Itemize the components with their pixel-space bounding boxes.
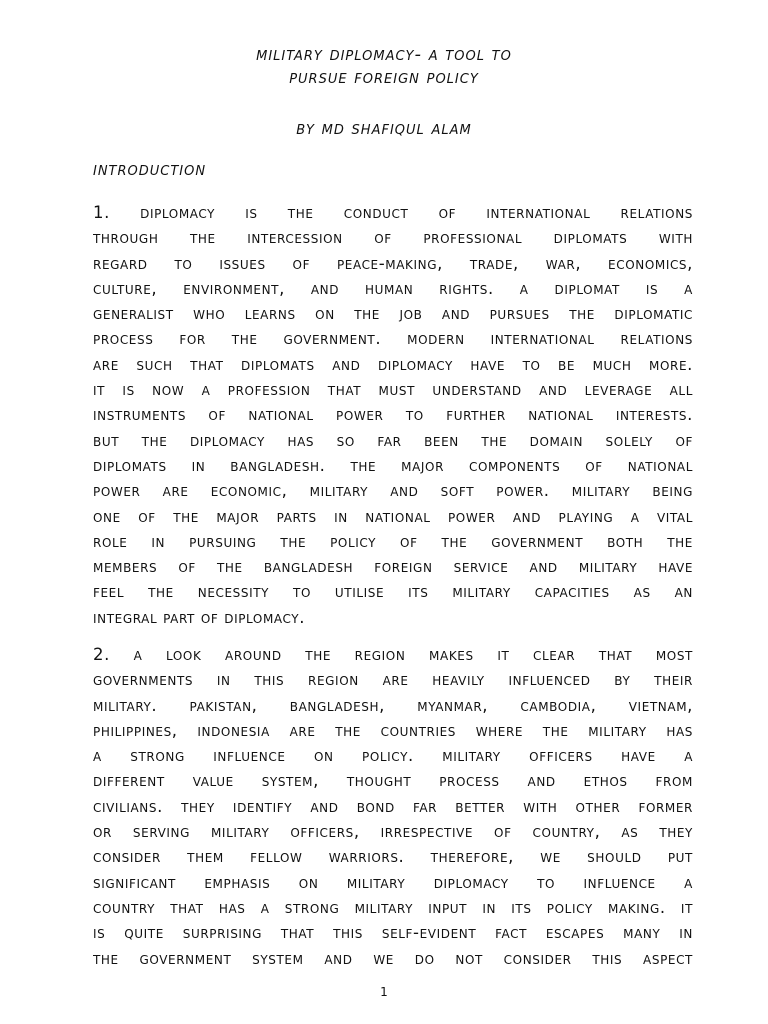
paragraph-line: 1. diplomacy is the conduct of international relations: [93, 203, 693, 222]
paragraph-line: military. pakistan, bangladesh, myanmar, cambodia, vietnam,: [93, 695, 693, 715]
paragraph-line: through the intercession of professional diplomats with: [93, 228, 693, 248]
paragraph-line: a strong influence on policy. military officers have a: [93, 746, 693, 766]
paragraph-1: [93, 200, 693, 630]
paragraph-line: it is now a profession that must understand and leverage all: [93, 380, 693, 400]
paragraph-line: are such that diplomats and diplomacy have to be much more.: [93, 354, 693, 374]
paragraph-line: civilians. they identify and bond far better with other former: [93, 796, 693, 816]
paragraph-line: process for the government. modern international relations: [93, 329, 693, 349]
paragraph-line: different value system, thought process and ethos from: [93, 771, 693, 791]
paragraph-line: consider them fellow warriors. therefore, we should put: [93, 847, 693, 867]
paragraph-line: feel the necessity to utilise its military capacities as an: [93, 582, 693, 602]
paragraph-line: the government system and we do not consider this aspect: [93, 948, 693, 968]
paragraph-line: generalist who learns on the job and pursues the diplomatic: [93, 304, 693, 324]
paragraph-line: but the diplomacy has so far been the domain solely of: [93, 430, 693, 450]
paragraph-line: one of the major parts in national power and playing a vital: [93, 506, 693, 526]
document-title-line-1: military diplomacy- a tool to: [256, 44, 512, 65]
author-byline: by md shafiqul alam: [296, 118, 472, 139]
paragraph-line: significant emphasis on military diplomacy to influence a: [93, 872, 693, 892]
paragraph-line: power are economic, military and soft power. military being: [93, 481, 693, 501]
paragraph-line: is quite surprising that this self-evident fact escapes many in: [93, 923, 693, 943]
paragraph-line: instruments of national power to further national interests.: [93, 405, 693, 425]
paragraph-line: regard to issues of peace-making, trade, war, economics,: [93, 253, 693, 273]
paragraph-line: or serving military officers, irrespective of country, as they: [93, 822, 693, 842]
paragraph-line: role in pursuing the policy of the government both the: [93, 531, 693, 551]
paragraph-line: 2. a look around the region makes it clear that most: [93, 645, 693, 664]
section-heading: introduction: [93, 159, 207, 180]
paragraph-line: diplomats in bangladesh. the major components of national: [93, 455, 693, 475]
paragraph-line: philippines, indonesia are the countries where the military has: [93, 720, 693, 740]
paragraph-line: culture, environment, and human rights. a diplomat is a: [93, 278, 693, 298]
paragraph-line: governments in this region are heavily influenced by their: [93, 670, 693, 690]
paragraph-2: [93, 642, 693, 971]
paragraph-line: integral part of diplomacy.: [93, 607, 306, 627]
document-title-line-2: pursue foreign policy: [289, 67, 479, 88]
paragraph-line: members of the bangladesh foreign service and military have: [93, 557, 693, 577]
paragraph-line: country that has a strong military input in its policy making. it: [93, 897, 693, 917]
page-number: 1: [380, 985, 388, 999]
